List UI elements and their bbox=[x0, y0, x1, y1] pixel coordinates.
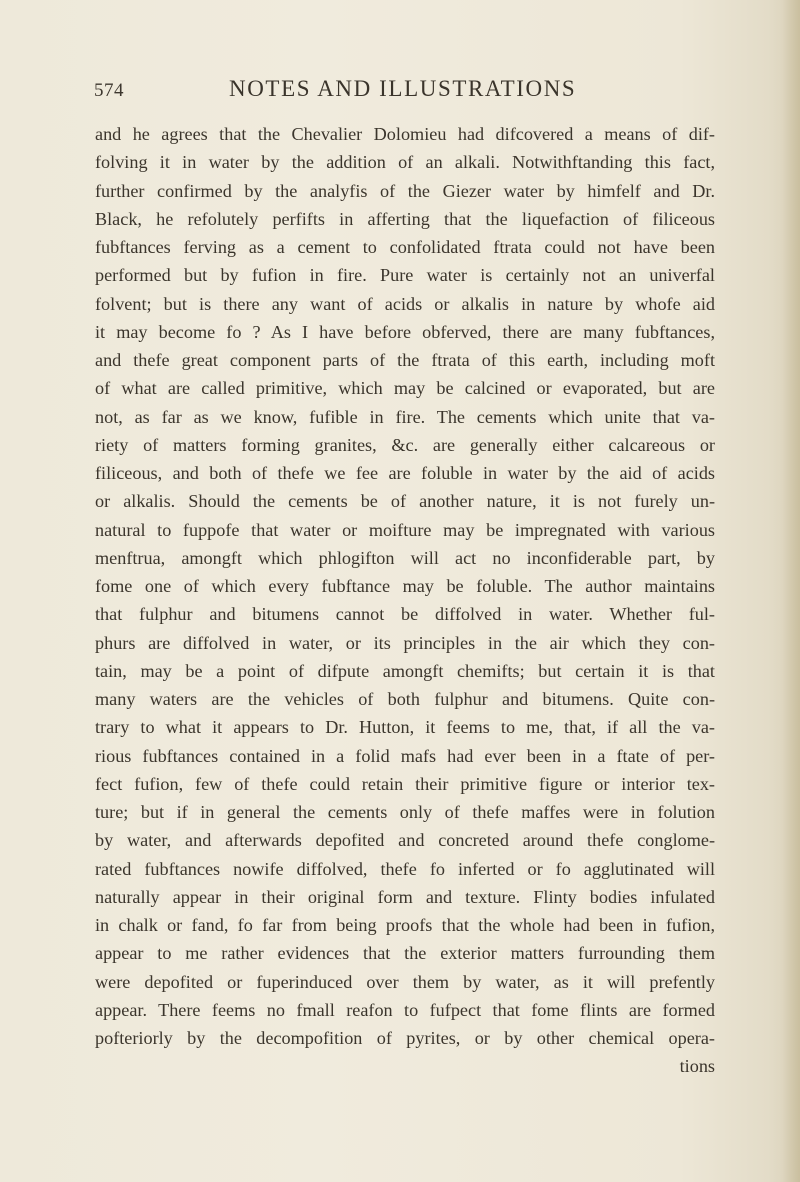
text-line: phurs are diffolved in water, or its principles in the air which they con- bbox=[95, 632, 715, 653]
text-line: natural to fuppofe that water or moifture may be impregnated with various bbox=[95, 519, 715, 540]
text-line: riety of matters forming granites, &c. are generally either calcareous or bbox=[95, 434, 715, 455]
body-text bbox=[95, 120, 715, 1081]
text-line: by water, and afterwards depofited and concreted around thefe conglome- bbox=[95, 830, 715, 851]
text-line: tain, may be a point of difpute amongft chemifts; but certain it is that bbox=[95, 660, 715, 681]
text-line: or alkalis. Should the cements be of another nature, it is not furely un- bbox=[95, 491, 715, 512]
text-line: were depofited or fuperinduced over them by water, as it will prefently bbox=[95, 971, 715, 992]
text-line: ture; but if in general the cements only of thefe maffes were in folution bbox=[95, 802, 715, 822]
text-line: appear to me rather evidences that the exterior matters furrounding them bbox=[95, 943, 715, 964]
text-line: Black, he refolutely perfifts in afferting that the liquefaction of filiceous bbox=[95, 208, 715, 229]
text-line: rious fubftances contained in a folid mafs had ever been in a ftate of per- bbox=[95, 745, 715, 766]
text-line: of what are called primitive, which may be calcined or evaporated, but are bbox=[95, 378, 715, 399]
text-line: naturally appear in their original form and texture. Flinty bodies infulated bbox=[95, 886, 715, 907]
text-line: appear. There feems no fmall reafon to fufpect that fome flints are formed bbox=[95, 999, 715, 1020]
text-line: that fulphur and bitumens cannot be diffolved in water. Whether ful- bbox=[95, 604, 715, 625]
text-line: further confirmed by the analyfis of the Giezer water by himfelf and Dr. bbox=[95, 180, 715, 201]
text-line: pofteriorly by the decompofition of pyrites, or by other chemical opera- bbox=[95, 1028, 715, 1048]
text-line: fubftances ferving as a cement to confolidated ftrata could not have been bbox=[95, 237, 715, 257]
text-line: fome one of which every fubftance may be foluble. The author maintains bbox=[95, 576, 715, 596]
catchword: tions bbox=[679, 1056, 715, 1077]
text-line: and thefe great component parts of the ftrata of this earth, including moft bbox=[95, 350, 715, 370]
text-line: filiceous, and both of thefe we fee are foluble in water by the aid of acids bbox=[95, 463, 715, 483]
text-line: folvent; but is there any want of acids or alkalis in nature by whofe aid bbox=[95, 293, 715, 314]
page-edge-shadow bbox=[782, 0, 800, 1182]
text-line: in chalk or fand, fo far from being proofs that the whole had been in fufion, bbox=[95, 915, 715, 935]
text-line: trary to what it appears to Dr. Hutton, it feems to me, that, if all the va- bbox=[95, 717, 715, 738]
text-line: not, as far as we know, fufible in fire. The cements which unite that va- bbox=[95, 406, 715, 427]
text-line: folving it in water by the addition of an alkali. Notwithftanding this fact, bbox=[95, 152, 715, 173]
text-line: performed but by fufion in fire. Pure water is certainly not an univerfal bbox=[95, 265, 715, 286]
text-line: fect fufion, few of thefe could retain their primitive figure or interior tex- bbox=[95, 773, 715, 794]
page-number: 574 bbox=[94, 80, 124, 101]
text-line: and he agrees that the Chevalier Dolomieu had difcovered a means of dif- bbox=[95, 124, 715, 144]
text-line: menftrua, amongft which phlogifton will act no inconfiderable part, by bbox=[95, 547, 715, 568]
running-head: NOTES AND ILLUSTRATIONS bbox=[229, 76, 577, 101]
text-line: many waters are the vehicles of both fulphur and bitumens. Quite con- bbox=[95, 689, 715, 709]
text-line: rated fubftances nowife diffolved, thefe fo inferted or fo agglutinated will bbox=[95, 858, 715, 879]
text-line: it may become fo ? As I have before obferved, there are many fubftances, bbox=[95, 321, 715, 342]
page-header bbox=[94, 76, 709, 110]
